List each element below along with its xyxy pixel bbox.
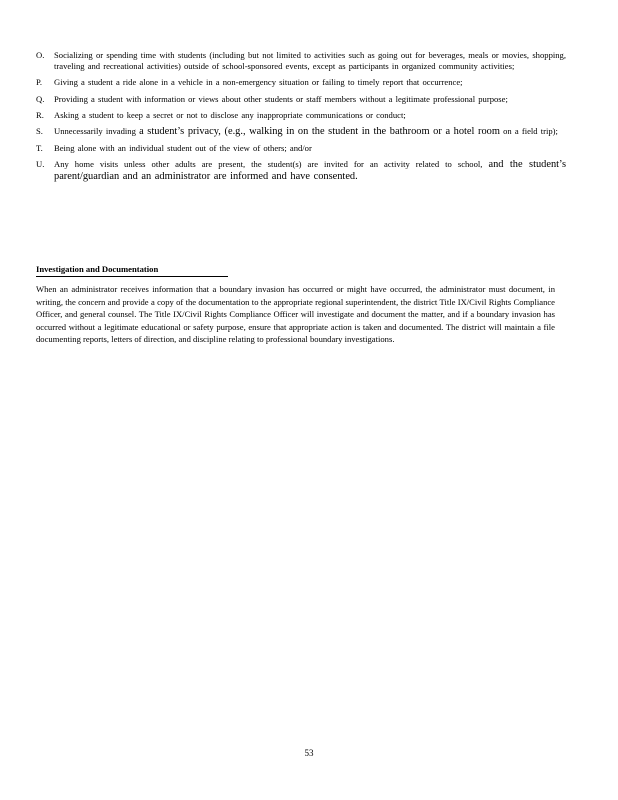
list-item [36,110,566,121]
section-heading: Investigation and Documentation [36,264,228,277]
list-item-text-part: on a field trip); [503,126,558,137]
list-item-text: Asking a student to keep a secret or not to disclose any inappropriate communications or conduct; [54,109,406,120]
list-item [36,126,566,138]
list-item-text: Giving a student a ride alone in a vehicle in a non-emergency situation or failing to timely report that occurrence; [54,77,463,88]
list-item-letter: R. [36,109,44,120]
list-item-text-part: Unnecessarily invading [54,126,136,137]
list-item-text [54,159,566,183]
list-item-text-part-large: a student’s privacy, (e.g., walking in on the student in the bathroom or a hotel room [139,126,500,138]
section-paragraph: When an administrator receives information that a boundary invasion has occurred or might have occurred, the administrator must document, in writing, the concern and provide a copy of the documentation to the appropriate regional superintendent, the district Title IX/Civil Rights Compliance Officer, and general counsel. The Title IX/Civil Rights Compliance Officer will investigate and document the matter, and if a boundary invasion has occurred without a legitimate educational or safety purpose, ensure that appropriate action is taken and documented. The district will maintain a file documenting reports, letters of direction, and discipline relating to professional boundary investigations. [36,284,555,345]
list-item [36,77,566,88]
list-item-letter: U. [36,159,45,170]
list-item-letter: T. [36,143,43,154]
list-item-letter: Q. [36,93,45,104]
list-item [36,50,566,72]
prohibited-conduct-list [36,50,566,188]
list-item-letter: S. [36,126,43,137]
list-item [36,143,566,154]
list-item-text-part-large: and the student’s parent/guardian and an administrator are informed and have consented. [54,159,566,183]
list-item-text: Providing a student with information or views about other students or staff members without a legitimate professional purpose; [54,93,508,104]
list-item [36,159,566,183]
list-item-text: Being alone with an individual student out of the view of others; and/or [54,143,312,154]
list-item-text [54,126,566,138]
list-item [36,94,566,105]
list-item-text-part: Any home visits unless other adults are present, the student(s) are invited for an activity related to school, [54,159,483,170]
list-item-text: Socializing or spending time with students (including but not limited to activities such as going out for beverages, meals or movies, shopping, traveling and recreational activities) outside of school-sponsored events, except as participants in organized community activities; [54,50,566,72]
list-item-letter: P. [36,77,42,88]
page-number: 53 [304,748,314,758]
list-item-letter: O. [36,50,45,60]
